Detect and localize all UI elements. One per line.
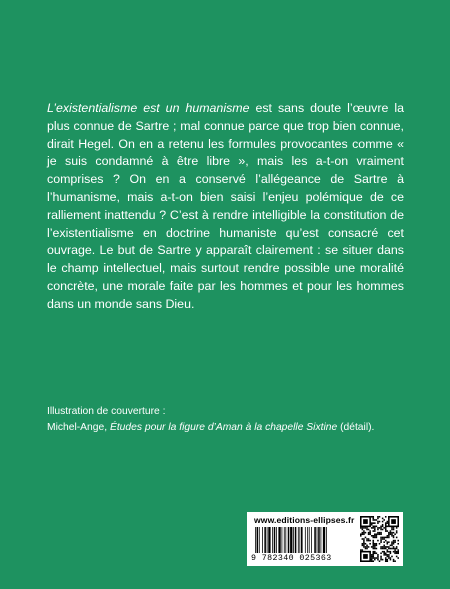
credit-label: Illustration de couverture : [47, 406, 166, 417]
cover-illustration-credit [47, 404, 417, 435]
credit-work-title: Études pour la figure d’Aman à la chapelle Sixtine [109, 421, 338, 433]
blurb-text: est sans doute l’œuvre la plus connue de Sartre ; mal connue parce que trop bien connue, dirait Hegel. On en a retenu les formules provocantes comme « je suis condamné à être libre », mais les a-t-on vraiment comprises ? On en a conservé l’allégeance de Sartre à l’humanisme, mais a-t-on bien saisi l’enjeu polémique de ce ralliement inattendu ? C’est à rendre intelligible la constitution de l’existentialisme en doctrine humaniste qu’est consacré cet ouvrage. Le but de Sartre y apparaît clairement : se situer dans le champ intellectuel, mais surtout rendre possible une moralité concrète, une morale faite par les hommes et pour les hommes dans un monde sans Dieu. [47, 101, 405, 311]
credit-artist: Michel-Ange, [47, 421, 110, 433]
qr-code [360, 516, 399, 562]
isbn-number: 9 782340 025363 [251, 554, 332, 563]
back-cover-blurb [47, 100, 404, 314]
isbn-barcode [255, 527, 355, 553]
barcode-panel [247, 512, 403, 566]
credit-suffix: (détail). [337, 421, 375, 433]
book-title: L’existentialisme est un humanisme [47, 101, 250, 115]
credit-line [47, 420, 417, 436]
publisher-url: www.editions-ellipses.fr [254, 515, 355, 525]
